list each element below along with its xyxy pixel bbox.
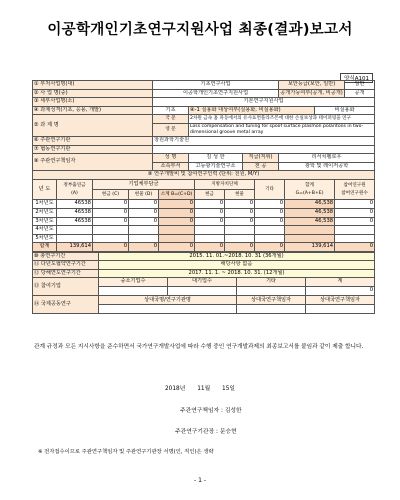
budget-total-subtotal: 0 (159, 243, 195, 252)
budget-local-cash: 0 (195, 209, 225, 218)
budget-subtotal: 0 (159, 200, 195, 209)
intl-col-pi-2: 상대국연구책임자 (306, 296, 375, 305)
budget-total-year: 합계 (33, 243, 57, 252)
budget-col-local-cash: 현금 (195, 190, 225, 200)
budget-gov (57, 234, 93, 243)
budget-total: 46,538 (285, 209, 335, 218)
budget-local-cash (195, 234, 225, 243)
budget-staff (335, 226, 375, 235)
task-title-kor-value: 2차원 금속 홈 파동에서의 유사표면플라즈몬에 대한 손실보상과 테이퍼링을 연구 (189, 115, 375, 124)
pi-signature-line: 주관연구책임자 : 김성한 (180, 408, 242, 414)
budget-other (255, 234, 285, 243)
budget-row (33, 217, 375, 226)
row-project (33, 89, 375, 98)
budget-col-total: 합계 G=(A+B+E) (285, 180, 335, 200)
row-category (33, 106, 375, 115)
partner-org-label: ⑦ 협동연구기관 (33, 145, 153, 154)
budget-inkind: 0 (129, 209, 159, 218)
pi-dept-value: 고등광기술연구소 (189, 162, 243, 171)
row-lead-org (33, 136, 375, 145)
intl-label: ⑭ 국제공동연구 (33, 296, 99, 314)
budget-inkind: 0 (129, 217, 159, 226)
declaration-text: 관계 규정과 모든 지시사항을 준수하면서 국가연구개발사업에 따라 수행 중인 연구개발과제의 최종보고서를 붙임과 같이 제출 합니다. (34, 344, 364, 350)
budget-local-inkind: 0 (225, 209, 255, 218)
pi-major-label: 전 공 (243, 162, 279, 171)
budget-row (33, 226, 375, 235)
budget-gov: 46538 (57, 217, 93, 226)
project-value: 이공학개인기초연구지원사업 (153, 89, 279, 98)
budget-col-local-inkind: 현물 (225, 190, 255, 200)
budget-cash: 0 (93, 217, 129, 226)
pi-label: ⑧ 주관연구책임자 (33, 154, 153, 171)
budget-total: 46,538 (285, 217, 335, 226)
intl-pi-value (237, 305, 306, 314)
budget-col-company: 기업체부담금 (93, 180, 195, 190)
task-title-kor-label: 국 문 (153, 115, 189, 124)
budget-table (32, 179, 375, 252)
practical-label: ④-1 실용화 대상여부(실용화, 비실용화) (189, 106, 315, 115)
report-title: 이공학개인기초연구지원사업 최종(결과)보고서 (47, 22, 353, 38)
row-program (33, 81, 375, 90)
budget-header-1 (33, 180, 375, 190)
lead-org-label: ⑥ 주관연구기관 (33, 136, 153, 145)
industry-col-sum: 계 (306, 278, 375, 287)
budget-col-year: 년 도 (33, 180, 57, 200)
budget-local-cash (195, 226, 225, 235)
budget-total-row (33, 243, 375, 252)
date-month: 11월 (197, 386, 211, 392)
row-industry-head (33, 278, 375, 287)
budget-staff: 0 (335, 200, 375, 209)
program-value: 기초연구사업 (153, 81, 279, 90)
budget-total-gov: 139,614 (57, 243, 93, 252)
budget-year: 2차년도 (33, 209, 57, 218)
budget-col-gov: 정부출연금 (A) (57, 180, 93, 200)
budget-subtotal: 0 (159, 209, 195, 218)
industry-other-value (237, 287, 306, 296)
form-code: 양식A101 (340, 73, 373, 83)
budget-cash: 0 (93, 200, 129, 209)
budget-local-inkind: 0 (225, 200, 255, 209)
row-title-kor (33, 115, 375, 124)
budget-inkind: 0 (129, 200, 159, 209)
budget-year: 4차년도 (33, 226, 57, 235)
submission-date (0, 383, 400, 392)
program-label: ① 부처사업명(대) (33, 81, 153, 90)
security-value: 일반 (345, 81, 375, 90)
funding-label: ⑨ 연구개발비 및 참여연구인력 (단위: 천원, M/Y) (33, 171, 375, 180)
industry-col-sme: 중소기업수 (99, 278, 168, 287)
detail-label: ③ 세부사업명(소) (33, 98, 153, 107)
joint-label: ⑪ 다년도협약연구기간 (33, 261, 99, 270)
budget-local-cash: 0 (195, 217, 225, 226)
budget-col-subtotal: 소계 B=(C+D) (159, 190, 195, 200)
budget-cash (93, 234, 129, 243)
current-value: 2017. 11. 1. ~ 2018. 10. 31. (12개월) (99, 269, 375, 278)
practical-value: 비실용화 (315, 106, 375, 115)
pi-dept-label: 소속부서 (153, 162, 189, 171)
period-label: ⑩ 총연구기간 (33, 252, 99, 261)
industry-sum-value: 0 (306, 287, 375, 296)
industry-label: ⑬ 참여기업 (33, 278, 99, 296)
page-number: - 1 - (194, 477, 206, 484)
partner-org-value (153, 145, 375, 154)
pi-position-value: 리서치펠로우 (279, 154, 375, 163)
budget-cash (93, 226, 129, 235)
disclosure-value: 공개 (345, 89, 375, 98)
budget-total (285, 226, 335, 235)
row-funding-header (33, 171, 375, 180)
budget-total-total: 139,614 (285, 243, 335, 252)
date-day: 15일 (222, 386, 235, 392)
intl-country-value (99, 305, 237, 314)
budget-other: 0 (255, 217, 285, 226)
pi-name-label: 성 명 (153, 154, 189, 163)
category-value: 기초 (153, 106, 189, 115)
pi-name-value: 김 성 한 (189, 154, 243, 163)
budget-col-staff: 참여연구원 참여연구원수 (335, 180, 375, 200)
budget-total: 46,538 (285, 200, 335, 209)
budget-local-cash: 0 (195, 200, 225, 209)
task-title-eng-label: 영 문 (153, 123, 189, 136)
row-joint (33, 261, 375, 270)
budget-inkind (129, 234, 159, 243)
row-intl-head (33, 296, 375, 305)
budget-gov: 46538 (57, 200, 93, 209)
category-label: ④ 과제성격(기초, 응용, 개발) (33, 106, 153, 115)
budget-total-other: 0 (255, 243, 285, 252)
budget-row (33, 200, 375, 209)
intl-col-pi: 상대국연구책임자 (237, 296, 306, 305)
budget-staff: 0 (335, 217, 375, 226)
budget-local-inkind (225, 226, 255, 235)
industry-large-value (168, 287, 237, 296)
disclosure-label: 공개가능여부(공개, 비공개) (279, 89, 345, 98)
task-title-label: ⑤ 과 제 명 (33, 115, 153, 137)
industry-col-large: 대기업수 (168, 278, 237, 287)
budget-local-inkind (225, 234, 255, 243)
row-partner-org (33, 145, 375, 154)
budget-total-local-cash: 0 (195, 243, 225, 252)
budget-staff: 0 (335, 209, 375, 218)
schedule-table (32, 252, 375, 315)
budget-staff (335, 234, 375, 243)
task-title-eng-value: Loss compensation and tuning for spoof surface plasmon polaritons in two-dimensional groove metal array (189, 123, 375, 136)
pi-position-label: 직급(직위) (243, 154, 279, 163)
security-label: 보안등급(보안, 일반) (279, 81, 345, 90)
budget-other: 0 (255, 200, 285, 209)
industry-col-other: 기타 (237, 278, 306, 287)
budget-other (255, 226, 285, 235)
budget-total-staff: 0 (335, 243, 375, 252)
detail-value: 기본연구지원사업 (153, 98, 375, 107)
budget-col-cash: 현금 (C) (93, 190, 129, 200)
head-signature-line: 주관연구기관장 : 문승현 (175, 429, 237, 435)
budget-total-local-inkind: 0 (225, 243, 255, 252)
budget-row (33, 209, 375, 218)
budget-year: 1차년도 (33, 200, 57, 209)
budget-gov (57, 226, 93, 235)
budget-local-inkind: 0 (225, 217, 255, 226)
row-period (33, 252, 375, 261)
joint-value: 해당사항 없음 (99, 261, 375, 270)
row-current (33, 269, 375, 278)
row-detail (33, 98, 375, 107)
budget-gov: 46538 (57, 209, 93, 218)
current-label: ⑫ 당해연도연구기간 (33, 269, 99, 278)
intl-col-country: 상대국명/연구기관명 (99, 296, 237, 305)
budget-row (33, 234, 375, 243)
intl-pi-2-value (306, 305, 375, 314)
budget-col-local: 지방자치단체 (195, 180, 255, 190)
budget-total (285, 234, 335, 243)
industry-sme-value (99, 287, 168, 296)
budget-col-other: 기타 (255, 180, 285, 200)
pi-major-value: 광학 및 레이저공학 (279, 162, 375, 171)
budget-total-cash: 0 (93, 243, 129, 252)
budget-year: 5차년도 (33, 234, 57, 243)
footnote: ※ 전자접수이므로 주관연구책임자 및 주관연구기관장 서명(인, 직인)은 생략 (38, 449, 214, 455)
budget-total-inkind: 0 (129, 243, 159, 252)
lead-org-value: 창원과학기술원 (153, 136, 375, 145)
project-label: ② 사 업 명(중) (33, 89, 153, 98)
budget-other: 0 (255, 209, 285, 218)
budget-cash: 0 (93, 209, 129, 218)
info-table (32, 80, 375, 180)
budget-subtotal (159, 234, 195, 243)
budget-subtotal (159, 226, 195, 235)
budget-col-inkind: 현물 (D) (129, 190, 159, 200)
period-value: 2015. 11. 01.~2018. 10. 31 (36개월) (99, 252, 375, 261)
budget-year: 3차년도 (33, 217, 57, 226)
row-pi-1 (33, 154, 375, 163)
budget-inkind (129, 226, 159, 235)
date-year: 2018년 (164, 386, 186, 392)
budget-subtotal: 0 (159, 217, 195, 226)
report-form (32, 80, 374, 314)
